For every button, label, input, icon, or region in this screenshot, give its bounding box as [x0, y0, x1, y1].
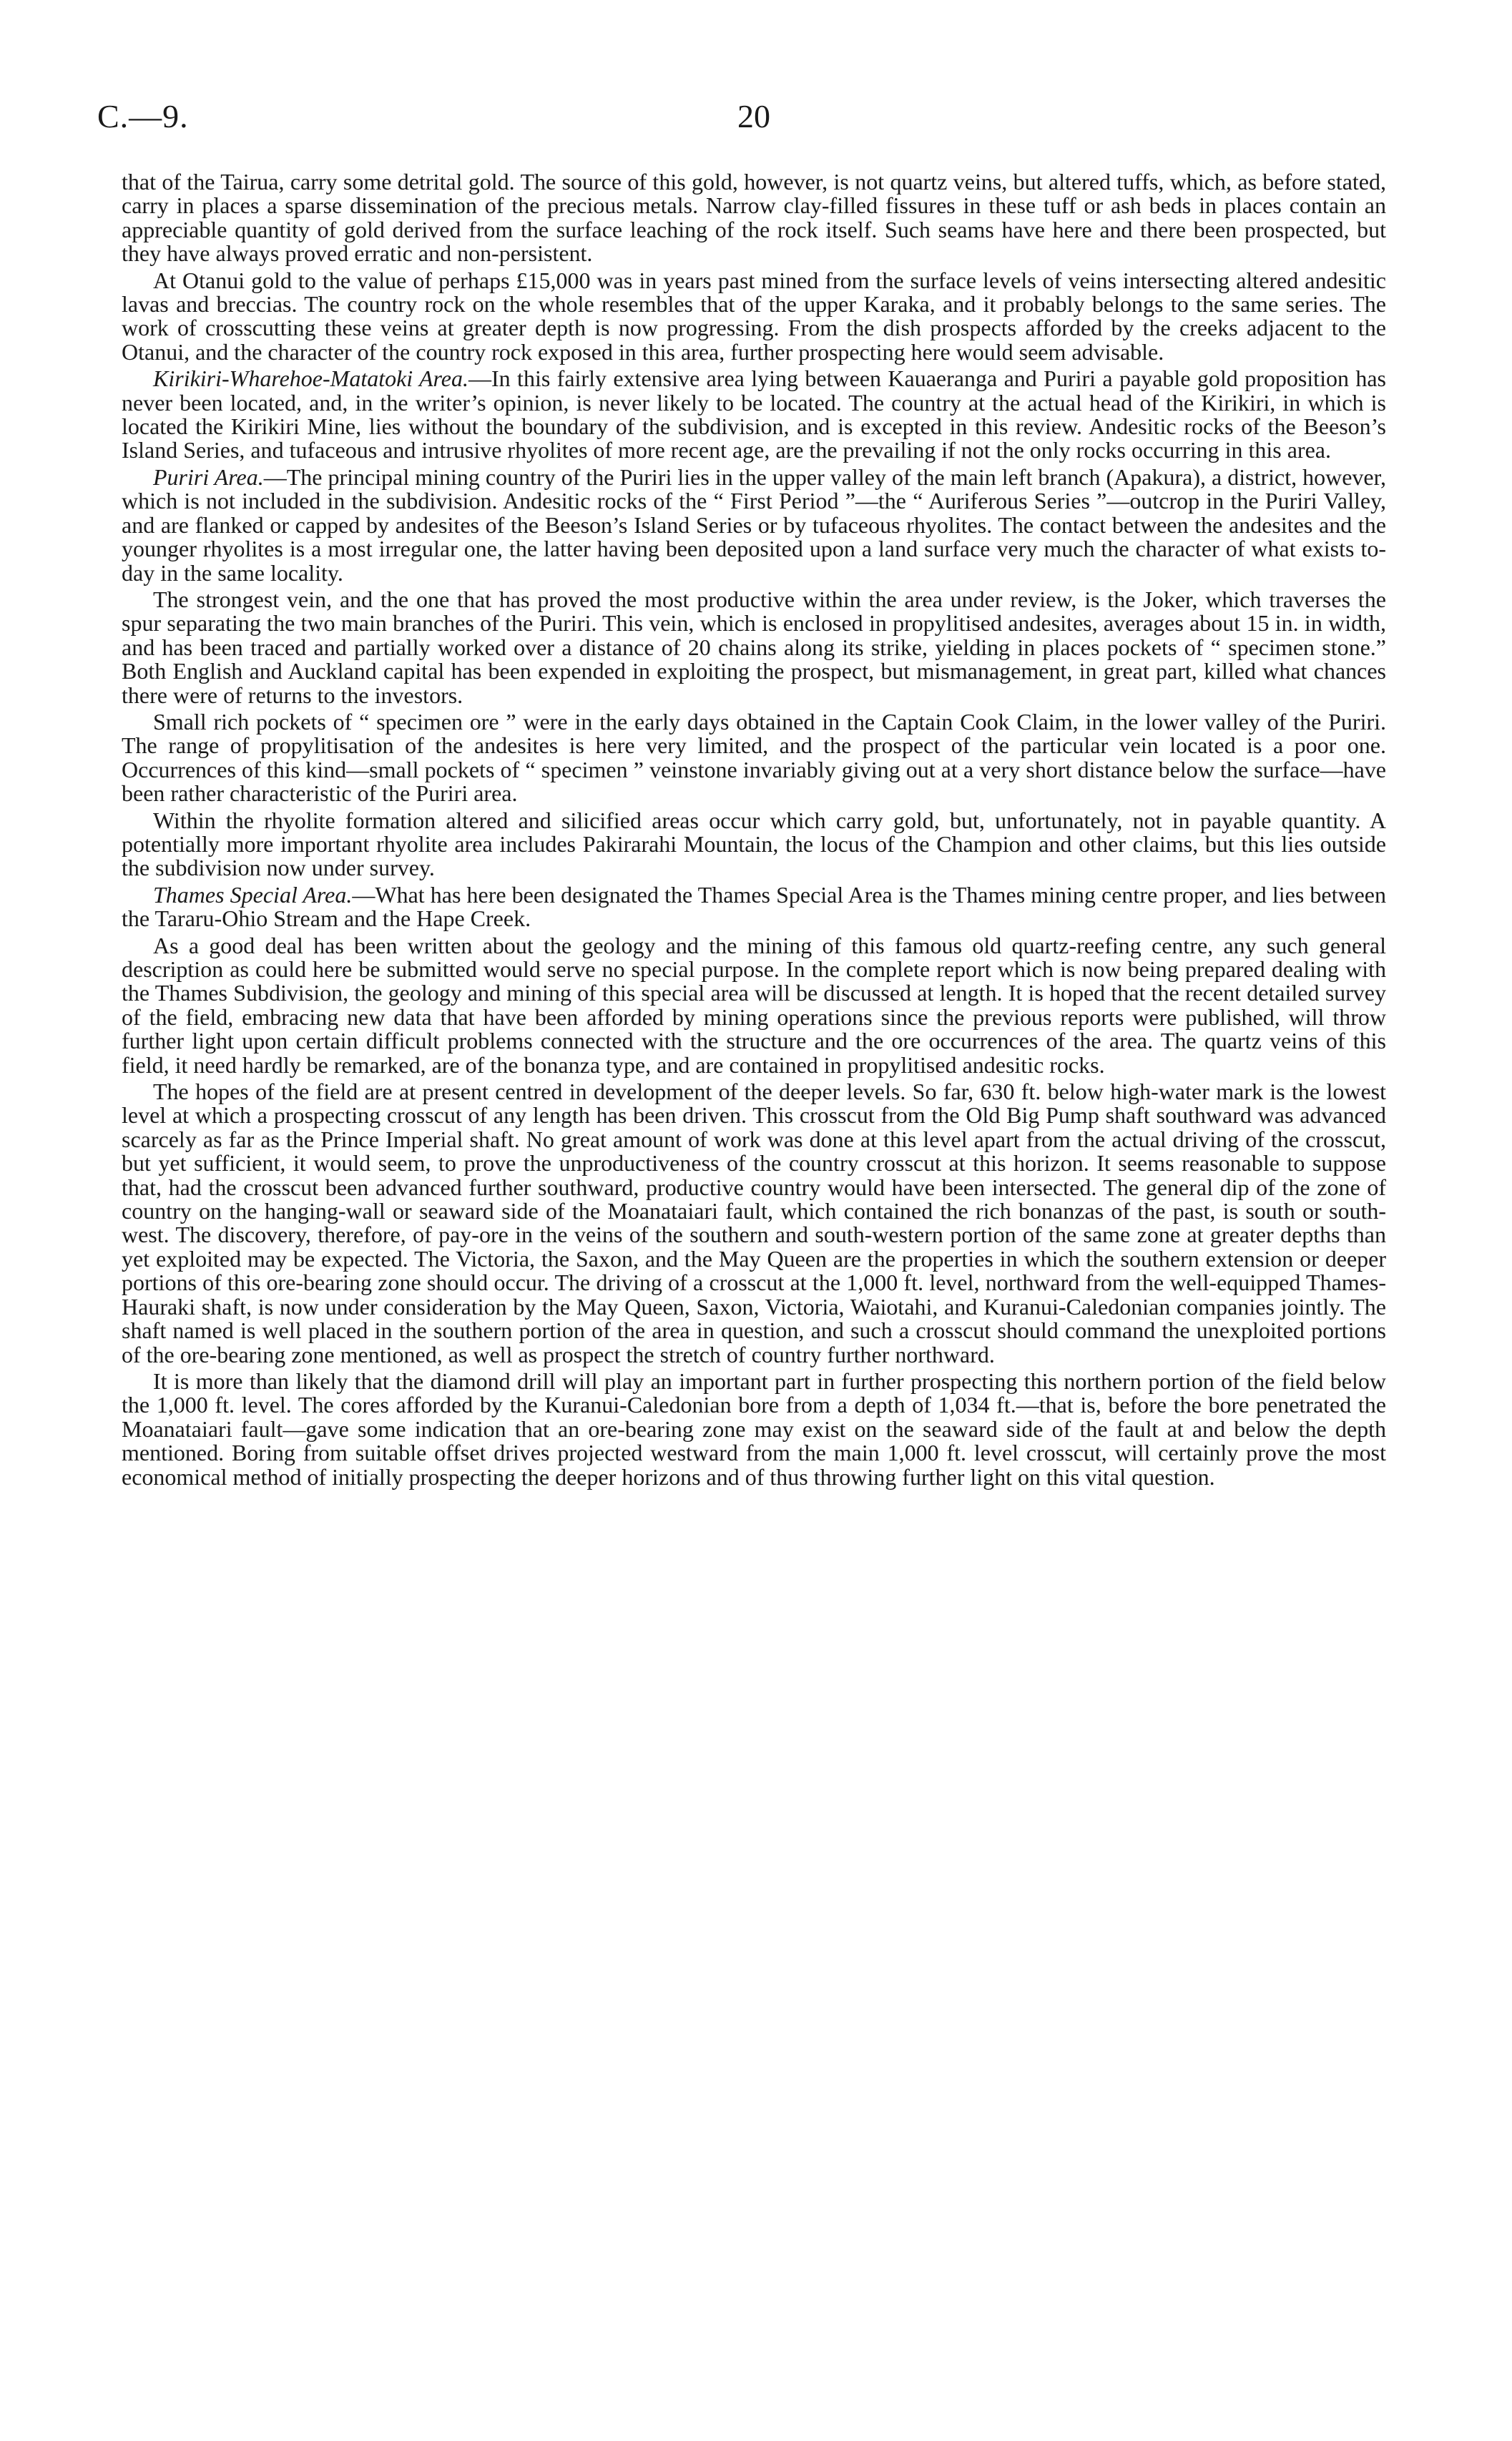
paragraph-text: The hopes of the field are at present centred in development of the deeper levels. So far, 630 ft. below high-water mark is the lowest level at which a prospecting crosscut of any length has been driven. This crosscut from the Old Big Pump shaft southward was advanced scarcely as far as the Prince Imperial shaft. No great amount of work was done at this level apart from the actual driving of the crosscut, but yet sufficient, it would seem, to prove the unproductiveness of the country crosscut at this horizon. It seems reasonable to suppose that, had the crosscut been advanced further southward, productive country would have been intersected. The general dip of the zone of country on the hanging-wall or seaward side of the Moanataiari fault, which contained the rich bonanzas of the past, is south or south-west. The discovery, therefore, of pay-ore in the veins of the southern and south-western portion of the same zone at greater depths than yet exploited may be expected. The Victoria, the Saxon, and the May Queen are the properties in which the southern extension or deeper portions of this ore-bearing zone should occur. The driving of a crosscut at the 1,000 ft. level, northward from the well-equipped Thames-Hauraki shaft, is now under consideration by the May Queen, Saxon, Victoria, Waiotahi, and Kuranui-Caledonian companies jointly. The shaft named is well placed in the southern portion of the area in question, and such a crosscut should command the unexploited portions of the ore-bearing zone mentioned, as well as prospect the stretch of country further northward.: [122, 1079, 1386, 1367]
paragraph-captain-cook-claim: [122, 710, 1386, 806]
paragraph-tairua-detrital-gold: [122, 170, 1386, 266]
paragraph-joker-vein: [122, 588, 1386, 707]
section-heading-puriri: Puriri Area.: [153, 463, 264, 490]
paragraph-diamond-drill: [122, 1367, 1386, 1490]
body-text: [122, 170, 1386, 1492]
paragraph-text: At Otanui gold to the value of perhaps £15,000 was in years past mined from the surface levels of veins intersecting altered andesitic lavas and breccias. The country rock on the whole resembles that of the upper Karaka, and it probably belongs to the same series. The work of crosscutting these veins at greater depth is now progressing. From the dish prospects afforded by the creeks adjacent to the Otanui, and the character of the country rock exposed in this area, further prospecting here would seem advisable.: [122, 267, 1386, 365]
document-reference: C.—9.: [97, 98, 189, 134]
paragraph-otanui: [122, 269, 1386, 365]
page-header: [97, 97, 1399, 140]
paragraph-text: The strongest vein, and the one that has proved the most productive within the area under review, is the Joker, which traverses the spur separating the two main branches of the Puriri. This vein, which is enclosed in propylitised andesites, averages about 15 in. in width, and has been traced and partially worked over a distance of 20 chains along its strike, yielding in places pockets of “ specimen stone.” Both English and Auckland capital has been expended in exploiting the prospect, but mismanagement, in great part, killed what chances there were of returns to the investors.: [122, 586, 1386, 708]
paragraph-thames-special-area: [122, 883, 1386, 931]
section-heading-kirikiri: Kirikiri-Wharehoe-Matatoki Area.: [153, 365, 469, 392]
paragraph-text: —The principal mining country of the Puriri lies in the upper valley of the main left branch (Apakura), a district, however, which is not included in the subdivision. Andesitic rocks of the “ First Period ”—the “ Auriferous Series ”—outcrop in the Puriri Valley, and are flanked or capped by andesites of the Beeson’s Island Series or by tufaceous rhyolites. The contact between the andesites and the younger rhyolites is a most irregular one, the latter having been deposited upon a land surface very much the character of what exists to-day in the same locality.: [122, 463, 1387, 586]
page-number: 20: [737, 98, 770, 134]
paragraph-text: As a good deal has been written about the geology and the mining of this famous old quartz-reefing centre, any such general description as could here be submitted would serve no special purpose. In the complete report which is now being prepared dealing with the Thames Subdivision, the geology and mining of this special area will be discussed at length. It is hoped that the recent detailed survey of the field, embracing new data that have been afforded by mining operations since the previous reports were published, will throw further light upon certain difficult problems connected with the structure and the ore occurrences of the area. The quartz veins of this field, it need hardly be remarked, are of the bonanza type, and are contained in propylitised andesitic rocks.: [122, 932, 1386, 1078]
paragraph-text: It is more than likely that the diamond drill will play an important part in further prospecting this northern portion of the field below the 1,000 ft. level. The cores afforded by the Kuranui-Caledonian bore from a depth of 1,034 ft.—that is, before the bore penetrated the Moanataiari fault—gave some indication that an ore-bearing zone may exist on the seaward side of the fault at and below the depth mentioned. Boring from suitable offset drives projected westward from the main 1,000 ft. level crosscut, will certainly prove the most economical method of initially prospecting the deeper horizons and of thus throwing further light on this vital question.: [122, 1367, 1386, 1490]
paragraph-thames-geology: [122, 934, 1386, 1077]
paragraph-text: Small rich pockets of “ specimen ore ” were in the early days obtained in the Captain Cook Claim, in the lower valley of the Puriri. The range of propylitisation of the andesites is here very limited, and the prospect of the particular vein located is a poor one. Occurrences of this kind—small pockets of “ specimen ” veinstone invariably giving out at a very short distance below the surface—have been rather characteristic of the Puriri area.: [122, 708, 1386, 807]
paragraph-kirikiri-area: [122, 367, 1386, 463]
paragraph-rhyolite-formation: [122, 809, 1386, 880]
paragraph-text: —What has here been designated the Thames Special Area is the Thames mining centre proper, and lies between the Tararu-Ohio Stream and the Hape Creek.: [122, 881, 1387, 932]
paragraph-text: —In this fairly extensive area lying between Kauaeranga and Puriri a payable gold proposition has never been located, and, in the writer’s opinion, is never likely to be located. The country at the actual head of the Kirikiri, in which is located the Kirikiri Mine, lies without the boundary of the subdivision, and is excepted in this review. Andesitic rocks of the Beeson’s Island Series, and tufaceous and intrusive rhyolites of more recent age, are the prevailing if not the only rocks occurring in this area.: [122, 365, 1387, 463]
paragraph-deeper-levels: [122, 1080, 1386, 1367]
paragraph-text: Within the rhyolite formation altered and silicified areas occur which carry gold, but, unfortunately, not in payable quantity. A potentially more important rhyolite area includes Pakirarahi Mountain, the locus of the Champion and other claims, but this lies outside the subdivision now under survey.: [122, 807, 1386, 881]
paragraph-text: that of the Tairua, carry some detrital gold. The source of this gold, however, is not quartz veins, but altered tuffs, which, as before stated, carry in places a sparse dissemination of the precious metals. Narrow clay-filled fissures in these tuff or ash beds in places contain an appreciable quantity of gold derived from the surface leaching of the rock itself. Such seams have here and there been prospected, but they have always proved erratic and non-persistent.: [122, 169, 1386, 267]
section-heading-thames: Thames Special Area.: [153, 881, 353, 908]
paragraph-puriri-area: [122, 463, 1387, 586]
